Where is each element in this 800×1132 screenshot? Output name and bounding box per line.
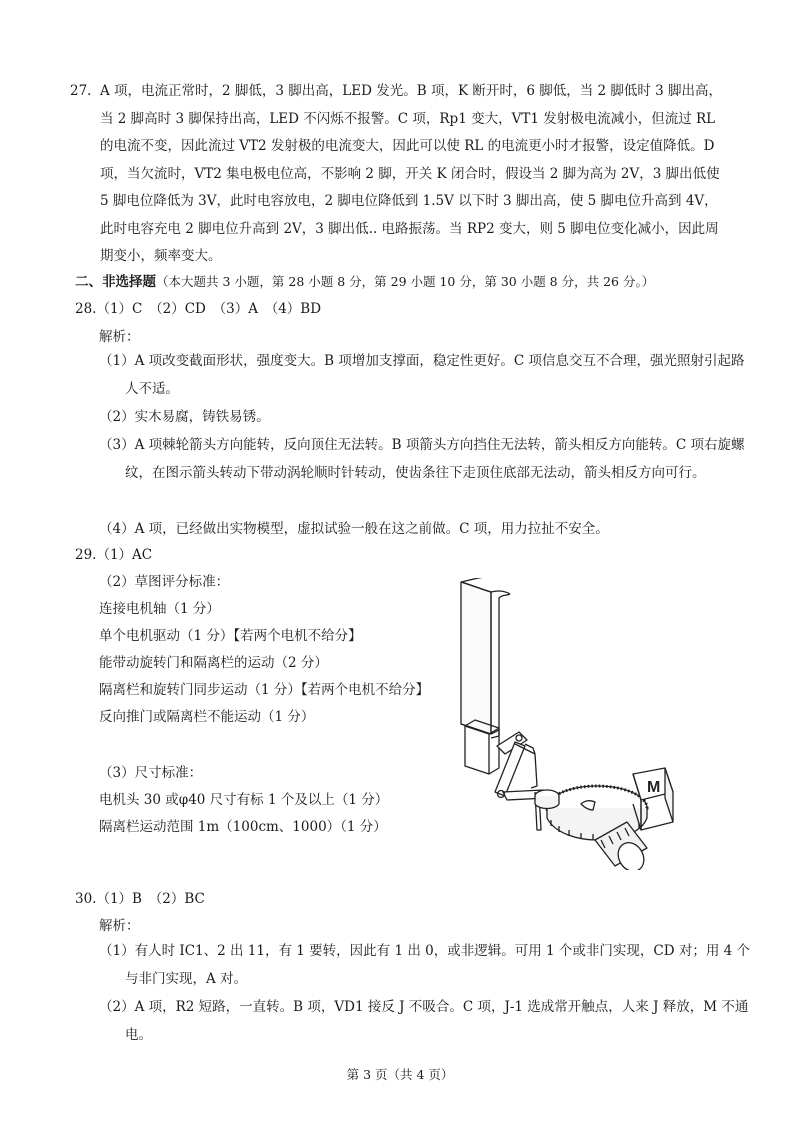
q29-size-title: （3）尺寸标准： [99, 765, 203, 781]
small-gear [535, 790, 559, 809]
gate-panel [461, 578, 510, 738]
q30-point-1: （1）有人时 IC1、2 出 11，有 1 要转，因此有 1 出 0，或非逻辑。可用 1 个或非门实现，CD 对；用 4 个与非门实现，A 对。 [99, 943, 750, 987]
q27-text: A 项，电流正常时，2 脚低，3 脚出高，LED 发光。B 项，K 断开时，6 脚低，当 2 脚低时 3 脚出高，当 2 脚高时 3 脚保持出高，LED 不闪烁不报警。C 项，Rp1 变大，VT1 发射极电流减小，但流过 RL 的电流不变，因此流过 VT2 发射极的电流变大，因此可以使 RL 的电流更小时才报警，设定值降低。D 项，当欠流时，VT2 集电极电位高，不影响 2 脚，开关 K 闭合时，假设当 2 脚为高为 2V，3 脚出低使 5 脚电位降低为 3V，此时电容放电，2 脚电位降低到 1.5V 以下时 3 脚出高，使 5 脚电位升高到 4V，此时电容充电 2 脚电位升高到 2V，3 脚出低.. 电路振荡。当 RP2 变大，则 5 脚电位变化减小，因此周期变小，频率变大。 [100, 83, 723, 264]
q29-size-item-2: 隔离栏运动范围 1m（100cm、1000）（1 分） [99, 819, 387, 835]
q28-point-1: （1）A 项改变截面形状，强度变大。B 项增加支撑面，稳定性更好。C 项信息交互不合理，强光照射引起路人不适。 [99, 353, 745, 397]
section-title: 二、非选择题 [75, 274, 156, 290]
q28-point-3: （3）A 项棘轮箭头方向能转，反向顶住无法转。B 项箭头方向挡住无法转，箭头相反方向能转。C 项右旋螺纹，在图示箭头转动下带动涡轮顺时针转动，使齿条往下走顶住底部无法动，箭头相反方向可行。 [99, 437, 745, 481]
q27-block [70, 78, 730, 271]
q28-point-2: （2）实木易腐，铸铁易锈。 [99, 409, 270, 425]
q29-sketch-item-2: 单个电机驱动（1 分）【若两个电机不给分】 [99, 628, 362, 644]
motor-label: M [647, 779, 661, 796]
mechanism-sketch [455, 578, 695, 870]
q30-answers: 30.（1）B （2）BC [75, 891, 205, 907]
page-footer: 第 3 页（共 4 页） [346, 1067, 454, 1082]
q29-sketch-title: （2）草图评分标准： [99, 574, 230, 590]
q29-sketch-item-4: 隔离栏和旋转门同步运动（1 分）【若两个电机不给分】 [99, 682, 430, 698]
section-note: （本大题共 3 小题，第 28 小题 8 分，第 29 小题 10 分，第 30 小题 8 分，共 26 分。） [156, 274, 655, 289]
q30-analysis-label: 解析： [99, 918, 140, 934]
q29-size-item-1: 电机头 30 或φ40 尺寸有标 1 个及以上（1 分） [99, 792, 389, 808]
q30-point-2: （2）A 项，R2 短路，一直转。B 项，VD1 接反 J 不吸合。C 项，J-1 选成常开触点，人来 J 释放，M 不通电。 [99, 999, 749, 1043]
q27-number: 27. [70, 83, 92, 99]
section-heading [75, 272, 654, 292]
q29-sketch-item-3: 能带动旋转门和隔离栏的运动（2 分） [99, 655, 328, 671]
q29-sketch-item-1: 连接电机轴（1 分） [99, 601, 220, 617]
q29-answer: 29.（1）AC [75, 547, 153, 563]
q29-sketch-item-5: 反向推门或隔离栏不能运动（1 分） [99, 709, 315, 725]
q28-answers: 28.（1）C （2）CD （3）A （4）BD [75, 301, 322, 317]
linkage-arms [495, 732, 547, 800]
q28-point-4: （4）A 项，已经做出实物模型，虚拟试验一般在这之前做。C 项，用力拉扯不安全。 [99, 521, 609, 537]
q28-analysis-label: 解析： [99, 329, 140, 345]
